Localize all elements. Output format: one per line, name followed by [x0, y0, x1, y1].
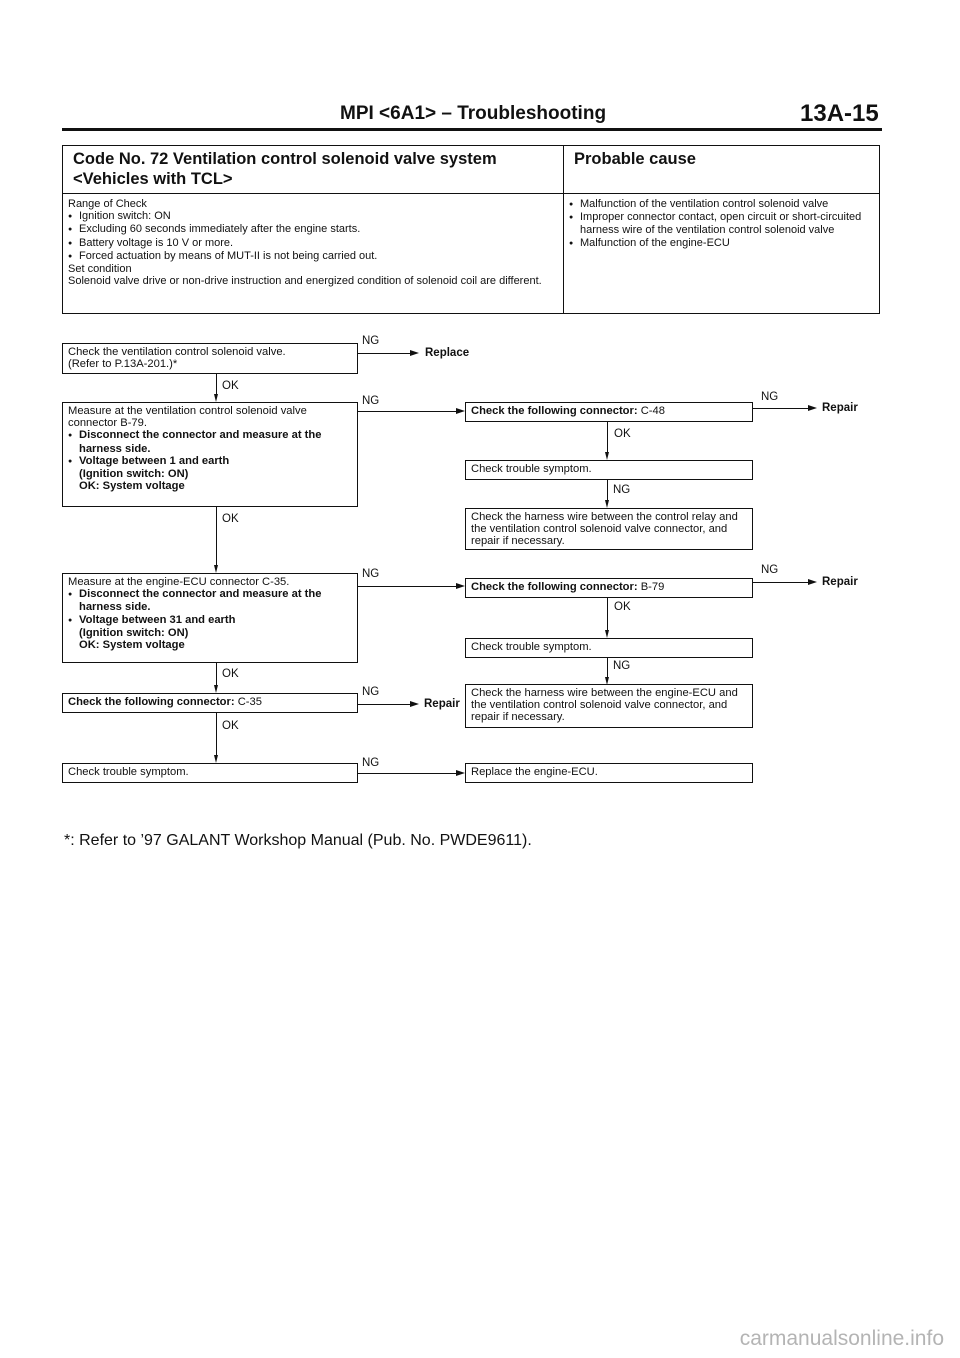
ng-label: NG — [613, 660, 631, 672]
r6-text: Check the harness wire between the engine-ECU and the ventilation control solenoid valve connector, and repair if necessary. — [471, 687, 738, 724]
step-check-trouble-symptom — [62, 763, 358, 783]
r1-label: Check the following connector: — [471, 405, 638, 417]
step2-bullet: ● Voltage between 1 and earth — [68, 455, 352, 468]
arrow-down-icon — [605, 500, 609, 508]
step-check-harness-relay — [465, 508, 753, 550]
step3-ok-label: OK: — [79, 639, 100, 652]
r4-value: B-79 — [640, 581, 665, 593]
diagnosis-table — [62, 145, 880, 314]
set-text: Solenoid valve drive or non-drive instruction and energized condition of solenoid coil are different. — [68, 275, 542, 288]
flow-line — [753, 408, 808, 409]
flow-line — [607, 480, 608, 501]
ng-label: NG — [362, 757, 380, 769]
code-subtitle: <Vehicles with TCL> — [73, 170, 233, 188]
arrow-right-icon — [410, 350, 419, 356]
flow-line — [358, 704, 410, 705]
page-title: MPI <6A1> – Troubleshooting — [340, 103, 607, 124]
watermark: carmanualsonline.info — [739, 1327, 944, 1350]
code-title: Code No. 72 Ventilation control solenoid valve system — [73, 150, 497, 168]
step3-ok-value: System voltage — [102, 639, 185, 652]
cause-item: ● Malfunction of the ventilation control solenoid valve — [569, 198, 874, 211]
code-title-cell — [63, 146, 564, 194]
r4-label: Check the following connector: — [471, 581, 638, 593]
ok-label: OK — [222, 380, 239, 392]
ng-label: NG — [362, 568, 380, 580]
step-check-trouble-symptom-3 — [465, 638, 753, 658]
ng-label: NG — [362, 686, 380, 698]
flow-line — [358, 411, 456, 412]
arrow-right-icon — [456, 770, 465, 776]
header-rule — [62, 128, 882, 131]
replace-result: Replace — [425, 347, 470, 359]
r1-value: C-48 — [640, 405, 665, 417]
step3-line1: Measure at the engine-ECU connector C-35. — [68, 576, 290, 588]
flow-line — [358, 353, 410, 354]
step-measure-solenoid-connector — [62, 402, 358, 507]
step-check-solenoid-valve — [62, 343, 358, 374]
arrow-right-icon — [808, 579, 817, 585]
flow-line — [607, 598, 608, 631]
step-check-harness-ecu — [465, 684, 753, 728]
step-check-connector-c35 — [62, 693, 358, 713]
step2-line1: Measure at the ventilation control solenoid valve connector B-79. — [68, 405, 307, 430]
range-item: ● Ignition switch: ON — [68, 210, 558, 223]
ng-label: NG — [761, 564, 779, 576]
arrow-down-icon — [605, 630, 609, 638]
cause-item: ● Improper connector contact, open circuit or short-circuited harness wire of the ventilation control solenoid valve — [569, 211, 874, 236]
flow-line — [216, 374, 217, 394]
ng-label: NG — [761, 391, 779, 403]
ng-label: NG — [362, 335, 380, 347]
step2-bullet: ● Disconnect the connector and measure at the harness side. — [68, 429, 352, 454]
cause-item: ● Malfunction of the engine-ECU — [569, 237, 874, 250]
step-replace-ecu — [465, 763, 753, 783]
ok-label: OK — [222, 513, 239, 525]
step2-ok-value: System voltage — [102, 480, 185, 493]
r3-text: Check the harness wire between the control relay and the ventilation control solenoid valve connector, and repair if necessary. — [471, 511, 738, 548]
arrow-right-icon — [808, 405, 817, 411]
step-check-trouble-symptom-2 — [465, 460, 753, 480]
step-check-connector-c48 — [465, 402, 753, 422]
arrow-down-icon — [605, 452, 609, 460]
r7-text: Replace the engine-ECU. — [471, 766, 598, 778]
ng-label: NG — [362, 395, 380, 407]
ok-label: OK — [222, 668, 239, 680]
footnote: *: Refer to ’97 GALANT Workshop Manual (Pub. No. PWDE9611). — [64, 832, 532, 849]
step3-bullet: ● Disconnect the connector and measure at the harness side. — [68, 588, 352, 613]
r5-text: Check trouble symptom. — [471, 641, 592, 653]
step4-label: Check the following connector: — [68, 696, 235, 708]
ng-label: NG — [613, 484, 631, 496]
probable-cause-title: Probable cause — [574, 150, 696, 168]
arrow-down-icon — [214, 685, 218, 693]
flow-line — [607, 422, 608, 454]
ok-label: OK — [614, 601, 631, 613]
ok-label: OK — [614, 428, 631, 440]
step-measure-ecu-connector — [62, 573, 358, 663]
probable-cause-header — [564, 146, 880, 194]
range-item: ● Forced actuation by means of MUT-II is not being carried out. — [68, 250, 558, 263]
flow-line — [358, 586, 456, 587]
arrow-down-icon — [214, 755, 218, 763]
set-heading: Set condition — [68, 263, 132, 276]
flow-line — [607, 658, 608, 678]
flow-line — [216, 507, 217, 565]
flow-line — [358, 773, 456, 774]
step3-bullet: ● Voltage between 31 and earth — [68, 614, 352, 627]
arrow-right-icon — [456, 583, 465, 589]
arrow-right-icon — [456, 408, 465, 414]
arrow-down-icon — [214, 565, 218, 573]
step3-condition: (Ignition switch: ON) — [79, 626, 189, 639]
step1-line2: (Refer to P.13A-201.)* — [68, 358, 178, 371]
range-item: ● Battery voltage is 10 V or more. — [68, 237, 558, 250]
repair-result: Repair — [822, 402, 858, 414]
r2-text: Check trouble symptom. — [471, 463, 592, 475]
repair-result: Repair — [822, 576, 858, 588]
causes-cell — [564, 194, 880, 314]
arrow-down-icon — [214, 394, 218, 402]
step2-ok-label: OK: — [79, 480, 100, 493]
check-conditions-cell — [63, 194, 564, 314]
flow-line — [216, 713, 217, 755]
flow-line — [753, 582, 808, 583]
range-item: ● Excluding 60 seconds immediately after the engine starts. — [68, 223, 558, 236]
flow-line — [216, 663, 217, 685]
step4-value: C-35 — [237, 696, 262, 708]
page-number: 13A-15 — [800, 100, 879, 127]
step-check-connector-b79 — [465, 578, 753, 598]
step1-line1: Check the ventilation control solenoid valve. — [68, 346, 286, 358]
step2-condition: (Ignition switch: ON) — [79, 468, 189, 481]
arrow-right-icon — [410, 701, 419, 707]
range-heading: Range of Check — [68, 198, 147, 210]
step5-text: Check trouble symptom. — [68, 766, 189, 778]
ok-label: OK — [222, 720, 239, 732]
repair-result: Repair — [424, 698, 460, 710]
